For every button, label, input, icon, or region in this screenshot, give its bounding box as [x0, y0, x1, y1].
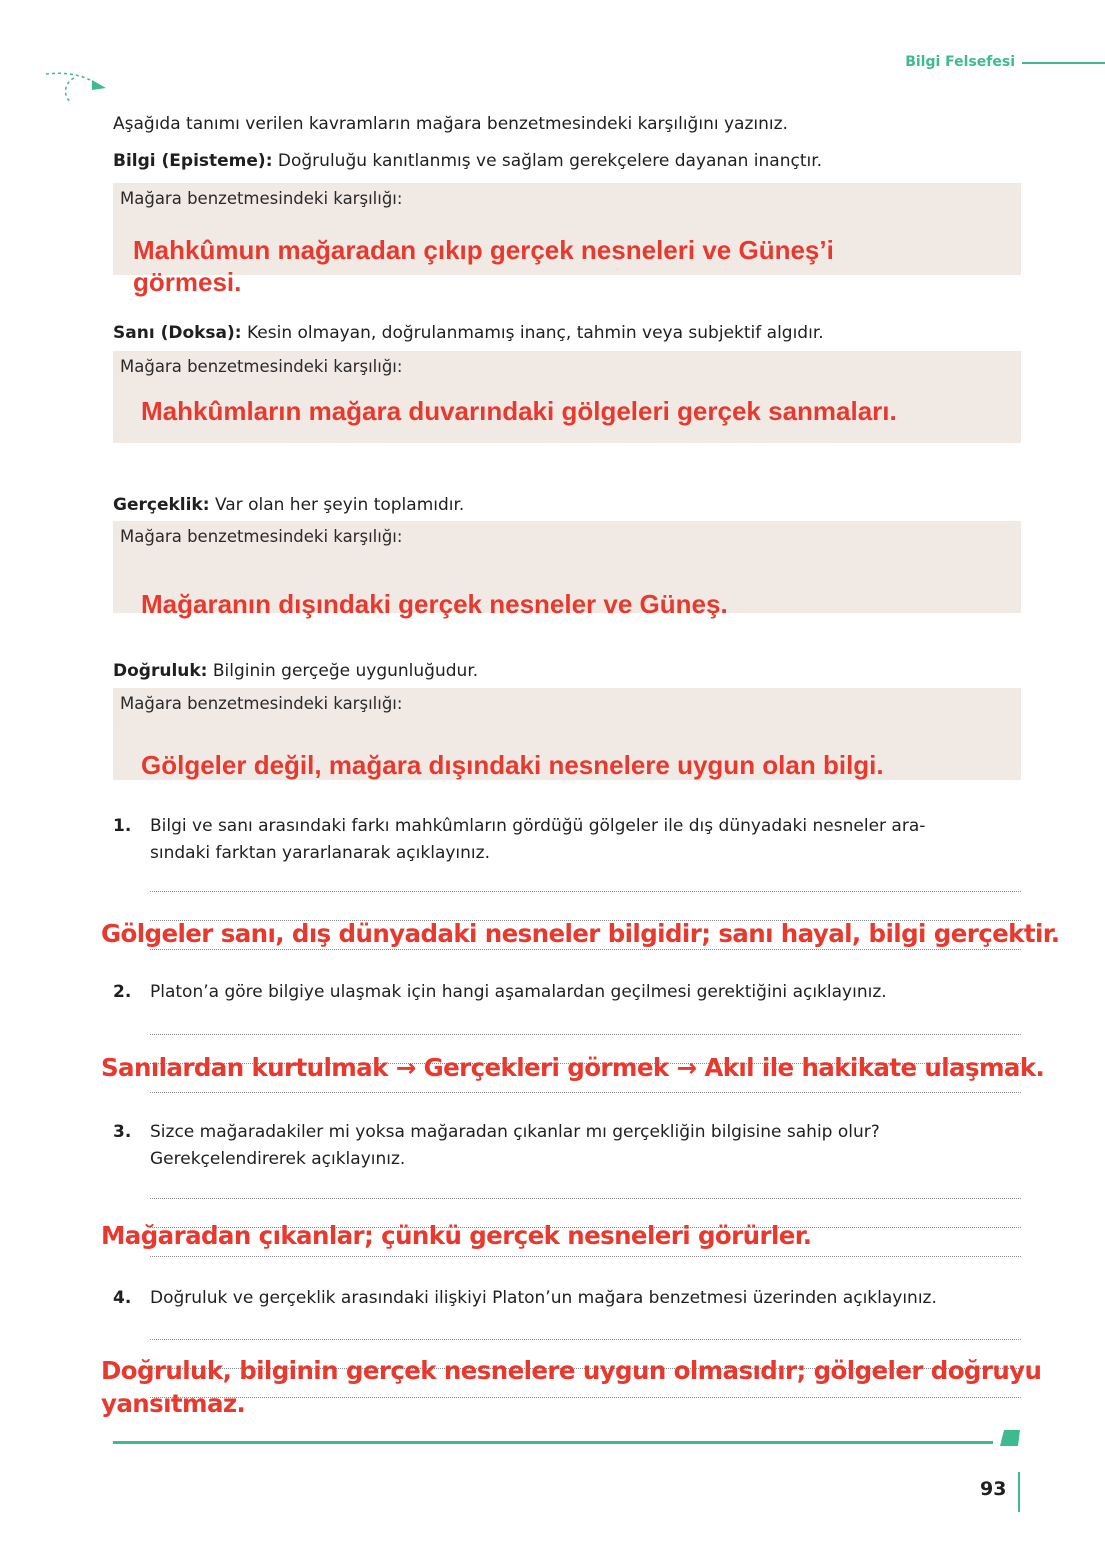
- answer-line: [150, 1339, 1021, 1340]
- answer-box-label: Mağara benzetmesindeki karşılığı:: [120, 189, 403, 208]
- concept-definition: Var olan her şeyin toplamıdır.: [209, 495, 465, 515]
- question-answer-1: Gölgeler sanı, dış dünyadaki nesneler bilgidir; sanı hayal, bilgi gerçektir.: [101, 919, 1060, 948]
- question-line: Sizce mağaradakiler mi yoksa mağaradan çıkanlar mı gerçekliğin bilgisine sahip olur?: [150, 1122, 880, 1142]
- concept-definition: Doğruluğu kanıtlanmış ve sağlam gerekçelere dayanan inançtır.: [272, 151, 823, 171]
- answer-box-label: Mağara benzetmesindeki karşılığı:: [120, 357, 403, 376]
- concept-answer-1-cont: görmesi.: [133, 267, 242, 297]
- concept-term: Doğruluk:: [113, 661, 208, 681]
- header-rule: [1022, 62, 1105, 64]
- question-line: Doğruluk ve gerçeklik arasındaki ilişkiyi Platon’un mağara benzetmesi üzerinden açıklayınız.: [150, 1288, 937, 1308]
- concept-term: Gerçeklik:: [113, 495, 210, 515]
- question-line: Bilgi ve sanı arasındaki farkı mahkûmların gördüğü gölgeler ile dış dünyadaki nesneler ara-: [150, 816, 926, 836]
- question-text-1: [150, 813, 925, 867]
- answer-line: [150, 891, 1021, 892]
- question-text-4: [150, 1285, 937, 1312]
- question-answer-4: Doğruluk, bilginin gerçek nesnelere uygun olmasıdır; gölgeler doğruyu: [101, 1356, 1042, 1385]
- answer-line: [150, 1256, 1021, 1257]
- answer-line: [150, 1198, 1021, 1199]
- question-answer-4-cont: yansıtmaz.: [101, 1389, 246, 1418]
- question-answer-3: Mağaradan çıkanlar; çünkü gerçek nesneleri görürler.: [101, 1221, 812, 1250]
- footer-rule: [113, 1441, 993, 1444]
- instruction-text: Aşağıda tanımı verilen kavramların mağara benzetmesindeki karşılığını yazınız.: [113, 114, 788, 134]
- concept-definition-3: [113, 494, 464, 516]
- concept-answer-4: Gölgeler değil, mağara dışındaki nesnelere uygun olan bilgi.: [141, 750, 884, 780]
- question-answer-2: Sanılardan kurtulmak → Gerçekleri görmek → Akıl ile hakikate ulaşmak.: [101, 1053, 1045, 1082]
- concept-answer-1: Mahkûmun mağaradan çıkıp gerçek nesneleri ve Güneş’i: [133, 235, 834, 265]
- concept-definition-2: [113, 322, 824, 344]
- dashed-arrow-icon: [44, 70, 108, 110]
- answer-line: [150, 1092, 1021, 1093]
- question-number: 1.: [113, 816, 132, 836]
- answer-line: [150, 1034, 1021, 1035]
- concept-term: Bilgi (Episteme):: [113, 151, 273, 171]
- concept-answer-3: Mağaranın dışındaki gerçek nesneler ve Güneş.: [141, 589, 728, 619]
- page-number: 93: [980, 1478, 1007, 1500]
- question-text-2: [150, 979, 887, 1006]
- answer-box-4: [113, 688, 1021, 780]
- concept-answer-2: Mahkûmların mağara duvarındaki gölgeleri gerçek sanmaları.: [141, 396, 897, 426]
- question-line: sındaki farktan yararlanarak açıklayınız.: [150, 843, 490, 863]
- question-number: 2.: [113, 982, 132, 1002]
- page-number-rule: [1018, 1472, 1020, 1512]
- question-line: Platon’a göre bilgiye ulaşmak için hangi aşamalardan geçilmesi gerektiğini açıklayınız.: [150, 982, 887, 1002]
- answer-box-label: Mağara benzetmesindeki karşılığı:: [120, 527, 403, 546]
- concept-definition: Bilginin gerçeğe uygunluğudur.: [207, 661, 479, 681]
- question-line: Gerekçelendirerek açıklayınız.: [150, 1149, 406, 1169]
- concept-definition-1: [113, 150, 822, 172]
- concept-definition-4: [113, 660, 478, 682]
- question-number: 4.: [113, 1288, 132, 1308]
- concept-term: Sanı (Doksa):: [113, 323, 242, 343]
- question-number: 3.: [113, 1122, 132, 1142]
- section-title: Bilgi Felsefesi: [905, 54, 1015, 70]
- concept-definition: Kesin olmayan, doğrulanmamış inanç, tahmin veya subjektif algıdır.: [241, 323, 824, 343]
- answer-line: [150, 1397, 1021, 1398]
- footer-tab-icon: [1000, 1430, 1020, 1446]
- question-text-3: [150, 1119, 880, 1173]
- answer-box-label: Mağara benzetmesindeki karşılığı:: [120, 694, 403, 713]
